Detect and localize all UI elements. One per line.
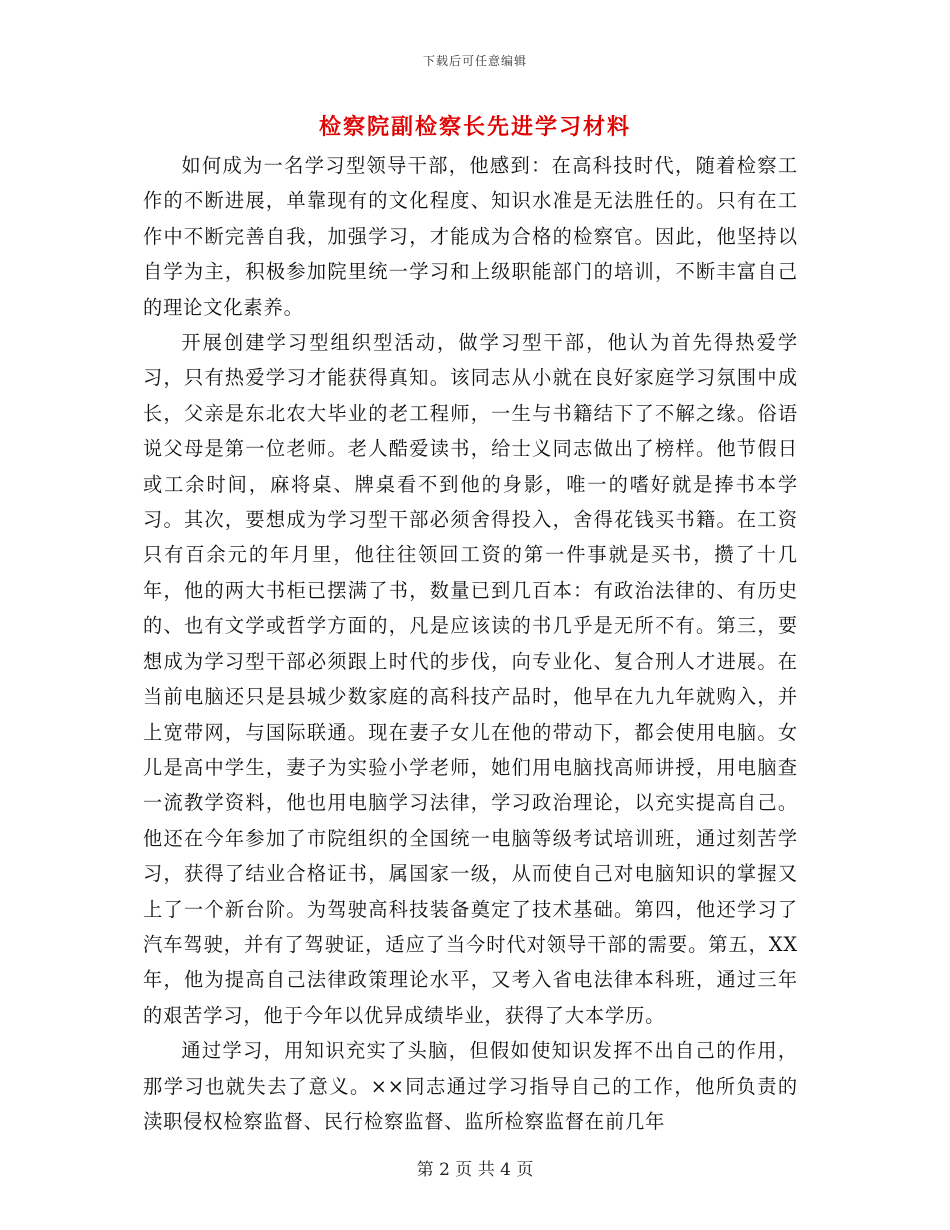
paragraph-1: 如何成为一名学习型领导干部，他感到：在高科技时代，随着检察工作的不断进展，单靠现有的文化程度、知识水准是无法胜任的。只有在工作中不断完善自我，加强学习，才能成为合格的检察官。因此，他坚持以自学为主，积极参加院里统一学习和上级职能部门的培训，不断丰富自己的理论文化素养。: [143, 154, 798, 319]
paragraph-2: 开展创建学习型组织型活动，做学习型干部，他认为首先得热爱学习，只有热爱学习才能获得真知。该同志从小就在良好家庭学习氛围中成长，父亲是东北农大毕业的老工程师，一生与书籍结下了不解之缘。俗语说父母是第一位老师。老人酷爱读书，给士义同志做出了榜样。他节假日或工余时间，麻将桌、牌桌看不到他的身影，唯一的嗜好就是捧书本学习。其次，要想成为学习型干部必须舍得投入，舍得花钱买书籍。在工资只有百余元的年月里，他往往领回工资的第一件事就是买书，攒了十几年，他的两大书柜已摆满了书，数量已到几百本：有政治法律的、有历史的、也有文学或哲学方面的，凡是应该读的书几乎是无所不有。第三，要想成为学习型干部必须跟上时代的步伐，向专业化、复合刑人才进展。在当前电脑还只是县城少数家庭的高科技产品时，他早在九九年就购入，并上宽带网，与国际联通。现在妻子女儿在他的带动下，都会使用电脑。女儿是高中学生，妻子为实验小学老师，她们用电脑找高师讲授，用电脑查一流教学资料，他也用电脑学习法律，学习政治理论，以充实提高自己。他还在今年参加了市院组织的全国统一电脑等级考试培训班，通过刻苦学习，获得了结业合格证书，属国家一级，从而使自己对电脑知识的掌握又上了一个新台阶。为驾驶高科技装备奠定了技术基础。第四，他还学习了汽车驾驶，并有了驾驶证，适应了当今时代对领导干部的需要。第五，XX年，他为提高自己法律政策理论水平，又考入省电法律本科班，通过三年的艰苦学习，他于今年以优异成绩毕业，获得了大本学历。: [143, 331, 798, 1027]
document-body: [143, 148, 798, 1139]
document-title: 检察院副检察长先进学习材料: [318, 114, 631, 140]
page-number-footer: 第 2 页 共 4 页: [416, 1160, 534, 1180]
page-header: 下载后可任意编辑: [422, 54, 527, 68]
paragraph-3: 通过学习，用知识充实了头脑，但假如使知识发挥不出自己的作用，那学习也就失去了意义。××同志通过学习指导自己的工作，他所负责的渎职侵权检察监督、民行检察监督、监所检察监督在前几年: [143, 1039, 798, 1133]
